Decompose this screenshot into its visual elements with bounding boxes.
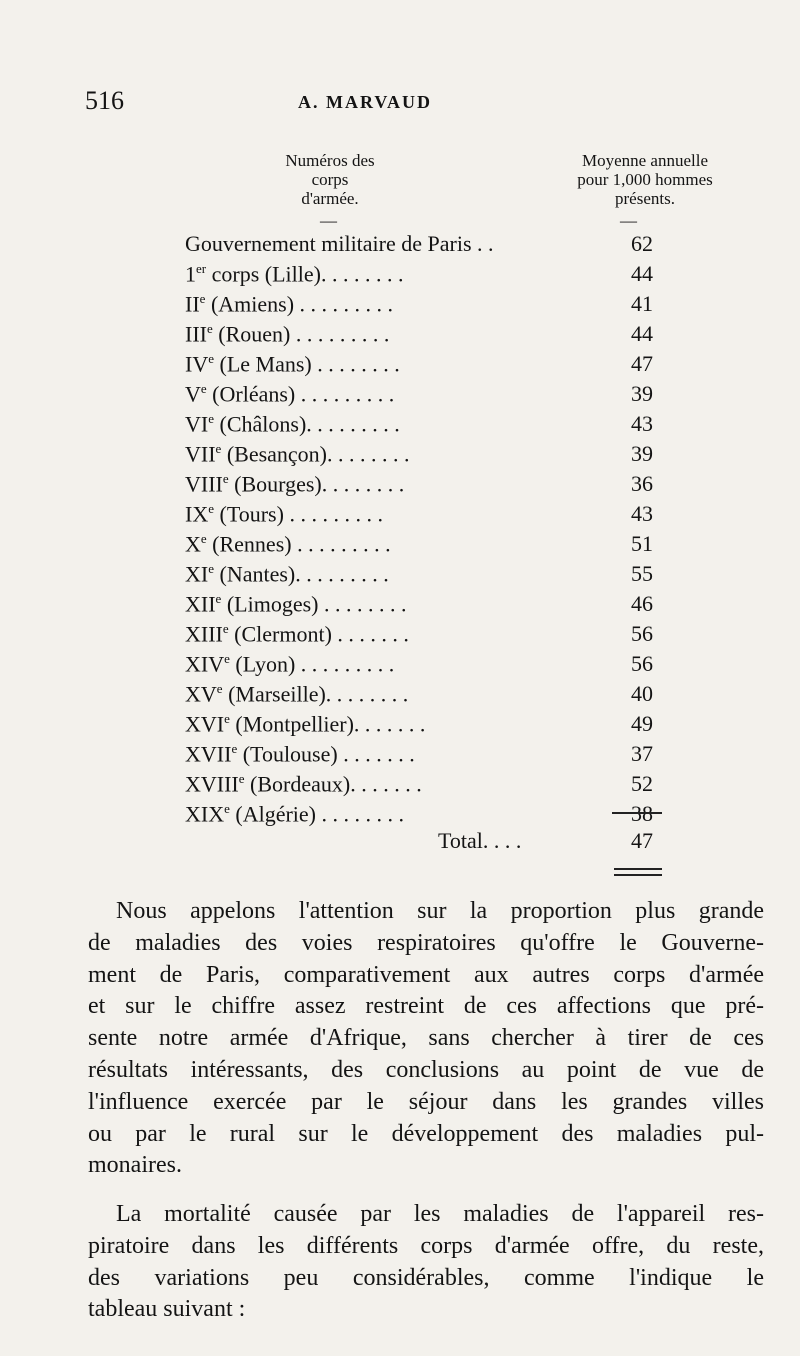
table-row	[185, 501, 665, 531]
corps-label: XIIIe (Clermont) . . . . . . .	[185, 621, 409, 647]
table-row	[185, 711, 665, 741]
table-row	[185, 381, 665, 411]
page-number: 516	[85, 86, 124, 115]
corps-label: IIIe (Rouen) . . . . . . . . .	[185, 321, 390, 347]
corps-label: XVIIe (Toulouse) . . . . . . .	[185, 741, 415, 767]
table-row	[185, 621, 665, 651]
paragraph-line: et sur le chiffre assez restreint de ces affections que pré-	[88, 993, 764, 1020]
corps-value: 56	[631, 651, 653, 676]
corps-label: XIXe (Algérie) . . . . . . . .	[185, 801, 405, 827]
paragraph-line: monaires.	[88, 1152, 182, 1179]
column-dash: —	[320, 211, 337, 230]
paragraph-line: sente notre armée d'Afrique, sans chercher à tirer de ces	[88, 1025, 764, 1052]
corps-value: 55	[631, 561, 653, 586]
corps-value: 41	[631, 291, 653, 316]
corps-value: 40	[631, 681, 653, 706]
paragraph-line: Nous appelons l'attention sur la proportion plus grande	[116, 898, 764, 924]
corps-label: IXe (Tours) . . . . . . . . .	[185, 501, 383, 527]
double-rule	[614, 874, 662, 876]
column-header-average-line: pour 1,000 hommes	[577, 170, 713, 189]
corps-label: Xe (Rennes) . . . . . . . . .	[185, 531, 391, 557]
corps-value: 39	[631, 381, 653, 406]
corps-value: 52	[631, 771, 653, 796]
column-header-corps-line: Numéros des	[285, 151, 375, 170]
corps-label: XVIe (Montpellier). . . . . . .	[185, 711, 426, 737]
total-label: Total. . . .	[438, 828, 522, 853]
column-header-corps-line: d'armée.	[301, 189, 359, 208]
table-row	[185, 231, 665, 261]
corps-value: 51	[631, 531, 653, 556]
paragraph-line: de maladies des voies respiratoires qu'offre le Gouverne-	[88, 929, 764, 956]
paragraph-line: tableau suivant :	[88, 1296, 246, 1323]
column-dash: —	[620, 211, 637, 230]
paragraph-line: ou par le rural sur le développement des maladies pul-	[88, 1120, 764, 1147]
corps-value: 44	[631, 261, 653, 286]
corps-label: VIIIe (Bourges). . . . . . . .	[185, 471, 405, 497]
table-row	[185, 801, 665, 831]
corps-label: IVe (Le Mans) . . . . . . . .	[185, 351, 400, 377]
corps-value: 46	[631, 591, 653, 616]
running-title: A. MARVAUD	[297, 92, 433, 112]
corps-value: 56	[631, 621, 653, 646]
corps-value: 47	[631, 351, 653, 376]
total-value: 47	[631, 828, 653, 853]
corps-label: Gouvernement militaire de Paris . .	[185, 231, 494, 256]
corps-label: IIe (Amiens) . . . . . . . . .	[185, 291, 394, 317]
corps-value: 38	[631, 801, 653, 826]
paragraph-line: piratoire dans les différents corps d'armée offre, du reste,	[88, 1232, 764, 1259]
corps-value: 43	[631, 411, 653, 436]
table-row	[185, 321, 665, 351]
table-row	[185, 471, 665, 501]
corps-value: 49	[631, 711, 653, 736]
table-row	[185, 771, 665, 801]
table-row	[185, 351, 665, 381]
corps-label: 1er corps (Lille). . . . . . . .	[185, 261, 404, 287]
corps-label: XIVe (Lyon) . . . . . . . . .	[185, 651, 395, 677]
table-row	[185, 411, 665, 441]
paragraph-line: ment de Paris, comparativement aux autres corps d'armée	[88, 961, 764, 988]
corps-label: XIIe (Limoges) . . . . . . . .	[185, 591, 407, 617]
column-header-average-line: présents.	[615, 189, 675, 208]
corps-label: VIe (Châlons). . . . . . . . .	[185, 411, 400, 437]
corps-value: 43	[631, 501, 653, 526]
corps-value: 39	[631, 441, 653, 466]
corps-label: Ve (Orléans) . . . . . . . . .	[185, 381, 395, 407]
column-header-corps-line: corps	[311, 170, 349, 189]
column-header-average-line: Moyenne annuelle	[581, 151, 709, 170]
corps-value: 44	[631, 321, 653, 346]
corps-label: XIe (Nantes). . . . . . . . .	[185, 561, 389, 587]
total-rule	[612, 812, 662, 814]
corps-label: XVIIIe (Bordeaux). . . . . . .	[185, 771, 422, 797]
paragraph-line: La mortalité causée par les maladies de l'appareil res-	[116, 1201, 764, 1227]
running-head	[85, 86, 765, 118]
table-row	[185, 681, 665, 711]
corps-label: XVe (Marseille). . . . . . . .	[185, 681, 409, 707]
corps-table	[185, 231, 665, 831]
corps-label: VIIe (Besançon). . . . . . . .	[185, 441, 410, 467]
table-row	[185, 261, 665, 291]
paragraph-line: l'influence exercée par le séjour dans les grandes villes	[88, 1088, 764, 1115]
paragraph-1	[88, 896, 764, 1182]
corps-value: 62	[631, 231, 653, 256]
paragraph-line: résultats intéressants, des conclusions au point de vue de	[88, 1056, 764, 1083]
paragraph-line: des variations peu considérables, comme l'indique le	[88, 1264, 764, 1291]
table-row	[185, 651, 665, 681]
table-row	[185, 441, 665, 471]
table-row	[185, 741, 665, 771]
table-row	[185, 591, 665, 621]
column-header-corps	[255, 151, 405, 208]
paragraph-2	[88, 1199, 764, 1326]
double-rule	[614, 868, 662, 870]
corps-value: 37	[631, 741, 653, 766]
corps-value: 36	[631, 471, 653, 496]
table-row	[185, 561, 665, 591]
table-row	[185, 291, 665, 321]
column-header-average	[545, 151, 745, 208]
table-row	[185, 531, 665, 561]
